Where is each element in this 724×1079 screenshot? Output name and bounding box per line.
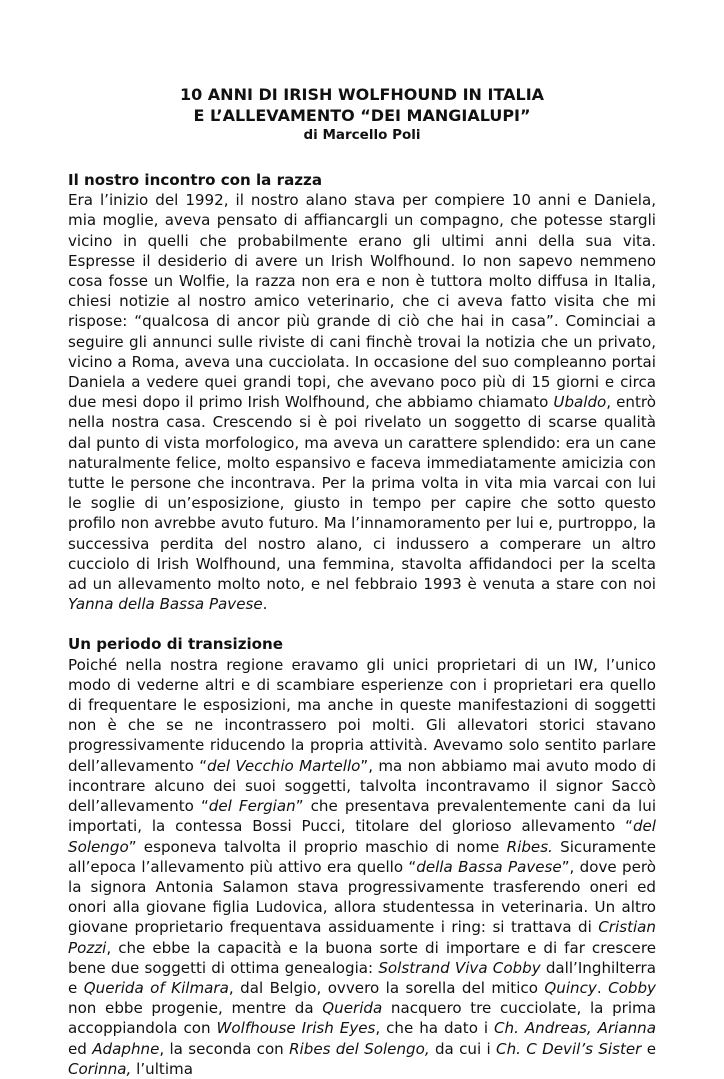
italic-text-run: Adaphne: [92, 1039, 160, 1058]
italic-text-run: Solstrand Viva Cobby: [378, 958, 541, 977]
text-run: ed: [68, 1039, 93, 1058]
italic-text-run: Ch. Andreas, Arianna: [493, 1019, 656, 1038]
document-page: [68, 84, 656, 1079]
text-run: , che ebbe la capacità e la buona sorte di importare e di far crescere bene due soggetti di ottima genealogia:: [68, 938, 656, 977]
italic-text-run: del Vecchio Martello: [207, 756, 361, 775]
italic-text-run: della Bassa Pavese: [416, 857, 562, 876]
text-run: nacquero tre cucciolate, la prima accoppiandola con: [68, 999, 656, 1038]
italic-text-run: Querida of Kilmara: [83, 978, 229, 997]
italic-text-run: Ribes del Solengo,: [289, 1039, 430, 1058]
text-run: , la seconda con: [159, 1039, 290, 1058]
text-run: e: [641, 1039, 656, 1058]
italic-text-run: del Solengo: [68, 817, 656, 856]
italic-text-run: Cobby: [608, 978, 656, 997]
section-heading: Un periodo di transizione: [68, 635, 284, 654]
text-run: l’ultima: [131, 1059, 193, 1078]
section-incontro: [68, 170, 656, 614]
italic-text-run: Ubaldo: [553, 393, 607, 412]
section-transizione: [68, 634, 656, 1078]
section-paragraph: [68, 655, 656, 1079]
text-run: ” esponeva talvolta il proprio maschio di nome: [128, 837, 507, 856]
italic-text-run: Yanna della Bassa Pavese: [68, 595, 263, 614]
italic-text-run: Querida: [322, 999, 383, 1018]
text-run: Era l’inizio del 1992, il nostro alano stava per compiere 10 anni e Daniela, mia moglie, aveva pensato di affiancargli un compagno, che potesse stargli vicino in quelli che probabilmente erano gli ultimi anni della sua vita. Espresse il desiderio di avere un Irish Wolfhound. Io non sapevo nemmeno cosa fosse un Wolfie, la razza non era e non è tuttora molto diffusa in Italia, chiesi notizie al nostro amico veterinario, che ci aveva fatto visita che mi rispose: “qualcosa di ancor più grande di ciò che hai in casa”. Cominciai a seguire gli annunci sulle riviste di cani finchè trovai la notizia che un privato, vicino a Roma, aveva una cucciolata. In occasione del suo compleanno portai Daniela a vedere quei grandi topi, che avevano poco più di 15 giorni e circa due mesi dopo il primo Irish Wolfhound, che abbiamo chiamato: [68, 191, 656, 412]
italic-text-run: Quincy: [544, 978, 597, 997]
text-run: .: [262, 595, 268, 614]
italic-text-run: Wolfhouse Irish Eyes: [216, 1019, 376, 1038]
text-run: Poiché nella nostra regione eravamo gli unici proprietari di un IW, l’unico modo di vederne altri e di scambiare esperienze con i proprietari era quello di frequentare le esposizioni, ma anche in queste manifestazioni di soggetti non è che se ne incontrassero poi molti. Gli allevatori storici stavano progressivamente riducendo la propria attività. Avevamo solo sentito parlare dell’allevamento “: [68, 655, 656, 775]
text-run: , entrò nella nostra casa. Crescendo si è poi rivelato un soggetto di scarse qualità dal punto di vista morfologico, ma aveva un carattere splendido: era un cane naturalmente felice, molto espansivo e faceva immediatamente amicizia con tutte le persone che incontrava. Per la prima volta in vita mia varcai con lui le soglie di un’esposizione, giusto in tempo per capire che sotto questo profilo non avrebbe avuto futuro. Ma l’innamoramento per lui e, purtroppo, la successiva perdita del nostro alano, ci indussero a comperare un altro cucciolo di Irish Wolfhound, una femmina, stavolta affidandoci per la scelta ad un allevamento molto noto, e nel febbraio 1993 è venuta a stare con noi: [68, 393, 656, 594]
text-run: , dal Belgio, ovvero la sorella del mitico: [228, 978, 545, 997]
italic-text-run: Ribes.: [506, 837, 553, 856]
section-heading: Il nostro incontro con la razza: [68, 171, 323, 189]
text-run: da cui i: [429, 1039, 497, 1058]
text-run: ”, dove però la signora Antonia Salamon stava progressivamente trasferendo oneri ed onori alla giovane figlia Ludovica, allora studentessa in veterinaria. Un altro giovane proprietario frequentava assiduamente i ring: si trattava di: [68, 857, 656, 937]
document-title-line-1: 10 ANNI DI IRISH WOLFHOUND IN ITALIA: [179, 85, 545, 104]
text-run: , che ha dato i: [375, 1019, 494, 1038]
section-paragraph: [68, 190, 656, 614]
document-title-line-2: E L’ALLEVAMENTO “DEI MANGIALUPI”: [193, 106, 531, 125]
document-author: di Marcello Poli: [303, 127, 421, 143]
italic-text-run: Ch. C Devil’s Sister: [496, 1039, 642, 1058]
text-run: Sicuramente all’epoca l’allevamento più attivo era quello “: [68, 837, 656, 876]
text-run: dall’Inghilterra e: [68, 958, 657, 997]
italic-text-run: del Fergian: [208, 797, 296, 816]
text-run: .: [596, 978, 609, 997]
text-run: ” che presentava prevalentemente cani da lui importati, la contessa Bossi Pucci, titolare del glorioso allevamento “: [68, 797, 657, 836]
italic-text-run: Corinna,: [68, 1059, 132, 1078]
text-run: ”, ma non abbiamo mai avuto modo di incontrare alcuno dei suoi soggetti, talvolta incontravamo il signor Saccò dell’allevamento “: [68, 756, 657, 816]
italic-text-run: Cristian Pozzi: [68, 918, 656, 957]
text-run: non ebbe progenie, mentre da: [68, 999, 323, 1018]
